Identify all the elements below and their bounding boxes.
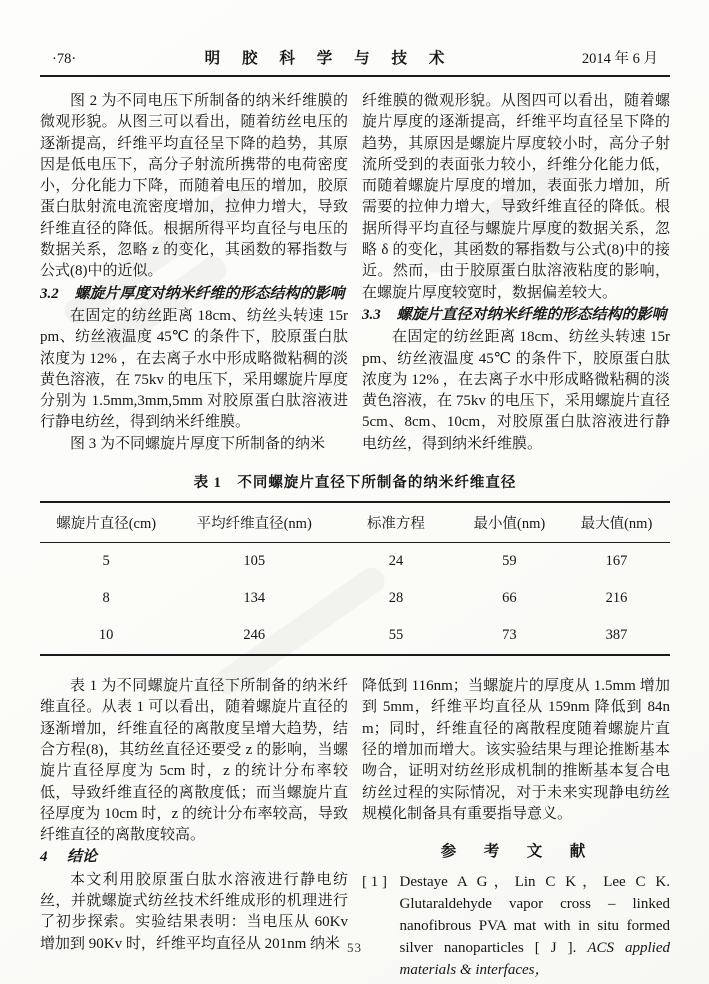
reference-journal-name: ACS applied materials & interfaces， <box>399 940 670 979</box>
running-header <box>40 46 670 77</box>
reference-text <box>400 871 671 981</box>
table-cell: 167 <box>605 553 628 570</box>
paragraph-table-discussion: 表 1 为不同螺旋片直径下所制备的纳米纤维直径。从表 1 可以看出，随着螺旋片直径的逐渐增加，纤维直径的离散度呈增大趋势，结合方程(8)，其纺丝直径还要受 z 的影响，当螺旋片直径厚度为 5cm 时，z 的统计分布率较低，导致纤维直径的离散度低；而当螺旋片直径厚度为 10cm 时，z 的统计分布率较高，导致纤维直径的离散度较高。 <box>40 678 348 844</box>
table-cell: 8 <box>102 590 110 607</box>
section-number: 3.2 <box>40 285 59 302</box>
reference-number: [ 1 ] <box>362 874 387 891</box>
paragraph-voltage-discussion: 图 2 为不同电压下所制备的纳米纤维膜的微观形貌。从图三可以看出，随着纺丝电压的逐渐提高，纤维平均直径呈下降的趋势，其原因是低电压下，高分子射流所携带的电荷密度小，分化能力下降，而随着电压的增加，胶原蛋白肽射流电流密度增加，拉伸力增大，导致纤维直径的降低。根据所得平均直径与电压的数据关系，忽略 z 的变化，其函数的幂指数与公式(8)中的近似。 <box>40 93 348 280</box>
upper-left-column <box>40 91 348 455</box>
table-cell: 10 <box>98 627 114 644</box>
section-number: 3.3 <box>362 306 381 323</box>
section-number: 4 <box>40 849 48 866</box>
column-header: 平均纤维直径(nm) <box>172 502 336 543</box>
section-heading-3-2 <box>40 284 348 305</box>
table-cell: 73 <box>502 627 517 644</box>
paragraph-fig3-continuation: 纤维膜的微观形貌。从图四可以看出，随着螺旋片厚度的逐渐提高，纤维平均直径呈下降的趋势，其原因是螺旋片厚度较小时，高分子射流所受到的表面张力较小，纤维分化能力低，而随着螺旋片厚度的增加，表面张力增加，所需要的拉伸力增大，导致纤维直径的降低。根据所得平均直径与螺旋片厚度的数据关系，忽略 δ 的变化，其函数的幂指数与公式(8)中的接近。然而，由于胶原蛋白肽溶液粘度的影响，在螺旋片厚度较宽时，数据偏差较大。 <box>362 93 670 301</box>
section-heading-3-3 <box>362 305 670 326</box>
page-footer-number: 53 <box>347 940 362 955</box>
reference-item-1 <box>362 871 670 981</box>
table-cell: 246 <box>243 627 266 644</box>
section-title: 螺旋片厚度对纳米纤维的形态结构的影响 <box>74 285 345 302</box>
table-row <box>40 617 670 655</box>
table-row <box>40 580 670 617</box>
section-heading-4 <box>40 847 348 868</box>
section-title: 螺旋片直径对纳米纤维的形态结构的影响 <box>396 306 667 323</box>
table-cell: 387 <box>605 627 628 644</box>
table-1-block <box>40 471 670 656</box>
paragraph-thickness-setup: 在固定的纺丝距离 18cm、纺丝头转速 15rpm、纺丝液温度 45℃ 的条件下，胶原蛋白肽浓度为 12% ，在去离子水中形成略微粘稠的淡黄色溶液，在 75kv 的电压下，采用螺旋片厚度分别为 1.5mm,3mm,5mm 对胶原蛋白肽溶液进行静电纺丝，得到纳米纤维膜。 <box>40 307 348 431</box>
journal-title: 明 胶 科 学 与 技 术 <box>204 50 454 67</box>
table-cell: 216 <box>605 590 628 607</box>
table-1-nanofiber-diameters <box>40 501 670 656</box>
table-cell: 134 <box>243 590 266 607</box>
table-cell: 59 <box>502 553 517 570</box>
page-content <box>40 46 670 981</box>
page-number-label: ·78· <box>52 51 77 67</box>
references-heading: 参 考 文 献 <box>440 843 592 861</box>
paragraph-conclusion-continuation: 降低到 116nm；当螺旋片的厚度从 1.5mm 增加到 5mm，纤维平均直径从 159nm 降低到 84nm；同时，纤维直径的离散程度随着螺旋片直径的增加而增大。该实验结果与理论推断基本吻合，证明对纺丝形成机制的推断基本复合电纺丝过程的实际情况，对于未来实现静电纺丝规模化制备具有重要指导意义。 <box>362 678 670 822</box>
table-header-row <box>40 502 670 543</box>
column-header: 螺旋片直径(cm) <box>40 502 172 543</box>
column-header: 最大值(nm) <box>563 502 670 543</box>
table-cell: 24 <box>388 553 404 570</box>
upper-two-column-block <box>40 91 670 455</box>
paragraph-fig3-lead: 图 3 为不同螺旋片厚度下所制备的纳米 <box>70 435 326 452</box>
lower-right-column <box>362 676 670 981</box>
section-title: 结论 <box>67 849 98 866</box>
lower-left-column <box>40 676 348 981</box>
table-cell: 28 <box>388 590 404 607</box>
upper-right-column <box>362 91 670 455</box>
issue-date: 2014 年 6 月 <box>581 51 658 67</box>
table-cell: 66 <box>502 590 517 607</box>
table-cell: 5 <box>102 553 110 570</box>
table-cell: 105 <box>243 553 266 570</box>
paragraph-diameter-setup: 在固定的纺丝距离 18cm、纺丝头转速 15rpm、纺丝液温度 45℃ 的条件下，胶原蛋白肽浓度为 12% ，在去离子水中形成略微粘稠的淡黄色溶液，在 75kv 的电压下，采用螺旋片直径 5cm、8cm、10cm，对胶原蛋白肽溶液进行静电纺丝，得到纳米纤维膜。 <box>362 329 670 452</box>
table-cell: 55 <box>388 627 404 644</box>
column-header: 标准方程 <box>336 502 456 543</box>
table-row <box>40 543 670 581</box>
lower-two-column-block <box>40 676 670 981</box>
column-header: 最小值(nm) <box>456 502 563 543</box>
reference-citation: Destaye A G，Lin C K，Lee C K. Glutaraldehyde vapor cross – linked nanofibrous PVA mat with in situ formed silver nanoparticles [ J ]. <box>399 874 670 957</box>
paragraph-conclusion-lead: 本文利用胶原蛋白肽水溶液进行静电纺丝，并就螺旋式纺丝技术纤维成形的机理进行了初步探索。实验结果表明：当电压从 60Kv 增加到 90Kv 时，纤维平均直径从 201nm 纳米 <box>40 871 348 952</box>
table-caption: 表 1 不同螺旋片直径下所制备的纳米纤维直径 <box>193 475 517 492</box>
